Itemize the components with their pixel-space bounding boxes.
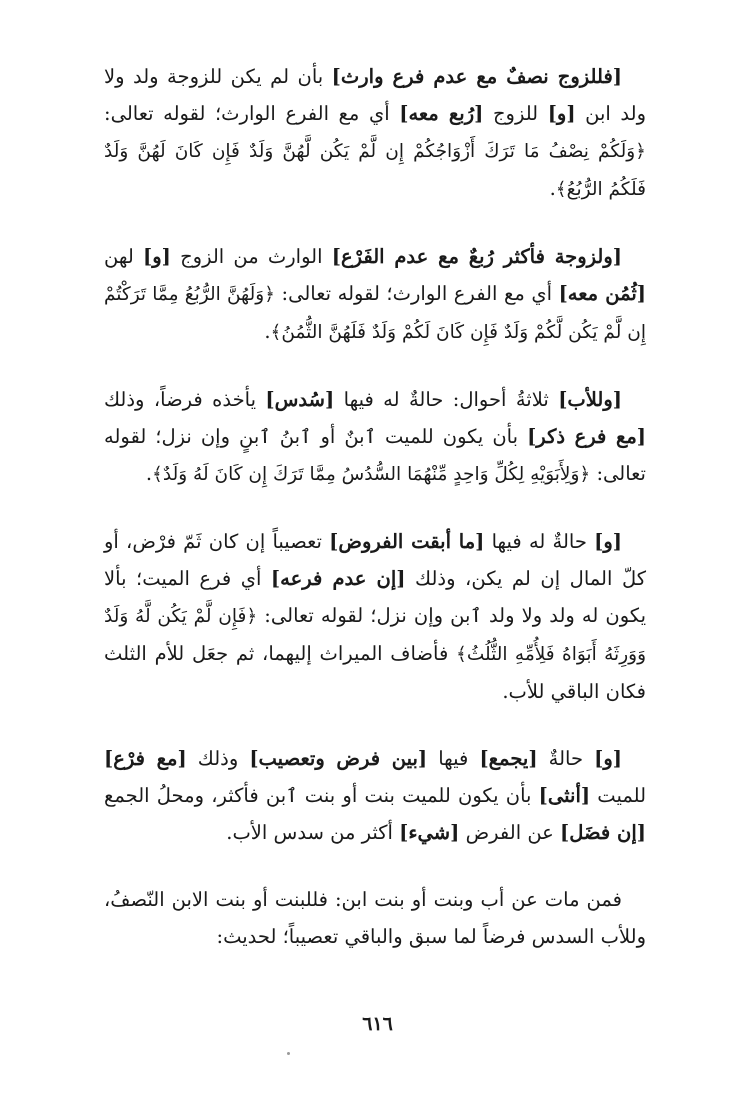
commentary-text: وذلك — [186, 747, 250, 770]
quran-verse: ﴿وَلَكُمْ نِصْفُ مَا تَرَكَ أَزْوَاجُكُمْ إِن لَّمْ يَكُن لَّهُنَّ وَلَدٌ فَإِن كَانَ لَهُنَّ وَلَدٌ فَلَكُمُ الرُّبُعُ﴾ — [104, 141, 646, 200]
commentary-text: بأن يكون للميت بنت أو بنت ٱبن فأكثر، ومحلُ الجمع — [104, 784, 539, 807]
paragraph-father-states — [104, 381, 646, 493]
bracketed-term: [سُدس] — [265, 388, 335, 411]
commentary-text: الوارث من الزوج — [170, 245, 332, 268]
bracketed-term: [ثُمُن معه] — [558, 282, 647, 305]
commentary-text: ثلاثةُ أحوال: حالةٌ له فيها — [334, 388, 559, 411]
paragraph-gap — [104, 493, 646, 523]
quran-verse: ﴿وَلِأَبَوَيْهِ لِكُلِّ وَاحِدٍ مِّنْهُمَا السُّدُسُ مِمَّا تَرَكَ إِن كَانَ لَهُ وَلَدٌ﴾ — [152, 464, 591, 485]
paragraph-example — [104, 881, 646, 955]
paragraph-gap — [104, 208, 646, 238]
paragraph-gap — [104, 851, 646, 881]
print-speck — [287, 1052, 290, 1055]
paragraph-gap — [104, 351, 646, 381]
commentary-text: فمن مات عن أب وبنت أو بنت ابن: فللبنت أو بنت الابن النّصفُ، وللأب السدس فرضاً لما سبق والباقي تعصيباً؛ لحديث: — [104, 888, 646, 948]
commentary-text: لهن — [104, 245, 143, 268]
bracketed-term: [بين فرض وتعصيب] — [249, 747, 428, 770]
bracketed-term: [و] — [594, 747, 622, 770]
bracketed-term: [إن فضَل] — [560, 821, 646, 844]
commentary-text: أي مع الفرع الوارث؛ لقوله تعالى: — [274, 282, 559, 305]
bracketed-term: [مع فرْع] — [104, 747, 187, 770]
bracketed-term: [إن عدم فرعه] — [270, 567, 406, 590]
bracketed-term: [شيء] — [399, 821, 460, 844]
commentary-text: . — [145, 462, 153, 485]
paragraph-wife-share — [104, 238, 646, 351]
commentary-text: . — [549, 177, 556, 200]
bracketed-term: [ما أبقت الفروض] — [329, 530, 485, 553]
commentary-text: فأضاف الميراث إليهما، ثم جعَل للأم الثلث فكان الباقي للأب. — [104, 642, 646, 703]
commentary-text: للزوج — [483, 102, 548, 125]
commentary-text: للميت — [590, 784, 647, 807]
bracketed-term: [و] — [547, 102, 576, 125]
bracketed-term: [يجمع] — [479, 747, 538, 770]
bracketed-term: [و] — [594, 530, 623, 553]
commentary-text: . — [264, 320, 271, 343]
bracketed-term: [وللأب] — [558, 388, 622, 411]
bracketed-term: [أنثى] — [538, 784, 591, 807]
paragraph-husband-share — [104, 58, 646, 208]
commentary-text: أي فرع الميت؛ بألا يكون له ولد ولا ولد ٱبن وإن نزل؛ لقوله تعالى: — [104, 567, 646, 627]
page-number: ٦١٦ — [362, 1013, 393, 1035]
bracketed-term: [فللزوج نصفٌ مع عدم فرع وارث] — [331, 65, 622, 88]
paragraph-father-residue — [104, 523, 646, 710]
bracketed-term: [مع فرع ذكر] — [527, 425, 647, 448]
commentary-text: حالةٌ له فيها — [484, 530, 595, 553]
paragraph-father-combined — [104, 740, 646, 851]
commentary-text: حالةٌ — [537, 747, 595, 770]
commentary-text: فيها — [427, 747, 480, 770]
commentary-text: أي مع الفرع الوارث؛ لقوله تعالى: — [104, 102, 400, 125]
commentary-text: بأن لم يكن للزوجة ولد ولا ولد ابن — [104, 65, 646, 125]
bracketed-term: [رُبع معه] — [399, 102, 484, 125]
commentary-text: عن الفرض — [459, 821, 561, 844]
commentary-text: يأخذه فرضاً، وذلك — [104, 388, 266, 411]
bracketed-term: [و] — [142, 245, 171, 268]
paragraph-gap — [104, 710, 646, 740]
page-body — [104, 58, 646, 955]
commentary-text: بأن يكون للميت ٱبنٌ أو ٱبنُ ٱبنٍ وإن نزل؛ لقوله تعالى: — [104, 425, 646, 485]
quran-verse: ﴿وَلَهُنَّ الرُّبُعُ مِمَّا تَرَكْتُمْ إِن لَّمْ يَكُن لَّكُمْ وَلَدٌ فَإِن كَانَ لَكُمْ وَلَدٌ فَلَهُنَّ الثُّمُنُ﴾ — [104, 284, 646, 343]
commentary-text: تعصيباً إن كان ثَمّ فرْض، أو كلّ المال إن لم يكن، وذلك — [104, 530, 647, 590]
commentary-text: أكثر من سدس الأب. — [226, 821, 400, 844]
bracketed-term: [ولزوجة فأكثر رُبعٌ مع عدم الفَرْع] — [331, 245, 622, 268]
quran-verse: ﴿فَإِن لَّمْ يَكُن لَّهُ وَلَدٌ وَوَرِثَهُ أَبَوَاهُ فَلِأُمِّهِ الثُّلُثُ﴾ — [104, 606, 646, 665]
